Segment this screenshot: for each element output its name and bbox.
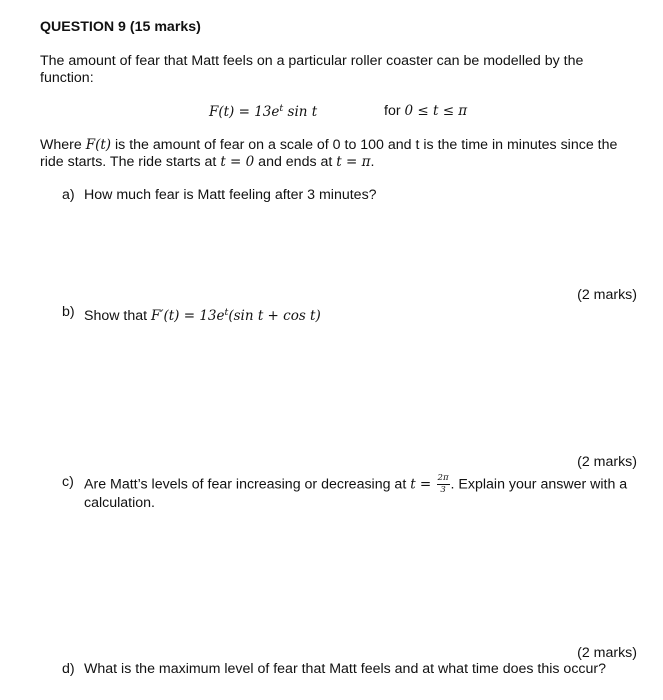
part-b-label: b) [62, 304, 75, 320]
part-c-fraction: $\frac{2\pi}{3}$ [437, 473, 449, 495]
part-b-intro: Show that [84, 308, 152, 324]
part-c-text2: . Explain your answer with a [450, 476, 628, 493]
intro-line-2: function: [40, 70, 94, 86]
part-d-label: d) [62, 661, 75, 677]
where-2b: and ends at [254, 154, 337, 170]
where-math-start: t = 0 [220, 154, 255, 170]
formula-domain [384, 103, 467, 120]
question-heading: QUESTION 9 (15 marks) [40, 19, 201, 35]
part-c-label: c) [62, 474, 74, 490]
where-line-1 [40, 137, 617, 154]
where-math-F: F(t) [85, 137, 112, 153]
domain-word: for [384, 103, 405, 119]
where-b: is the amount of fear on a scale of 0 to 100 and t is the time in minutes since the [111, 137, 618, 153]
part-b-text [84, 304, 321, 325]
where-a: Where [40, 137, 86, 153]
where-2a: ride starts. The ride starts at [40, 154, 221, 170]
part-d-text: What is the maximum level of fear that Matt feels and at what time does this occur? [84, 661, 607, 677]
where-math-end: t = π [336, 154, 371, 170]
formula-rhs: sin t [283, 104, 318, 120]
part-a-text: How much fear is Matt feeling after 3 minutes? [84, 187, 377, 203]
part-c-text1: Are Matt’s levels of fear increasing or decreasing at [84, 476, 411, 493]
where-line-2 [40, 154, 374, 171]
domain-math: 0 ≤ t ≤ π [404, 103, 468, 119]
part-c-line-2: calculation. [84, 495, 155, 511]
part-a-label: a) [62, 187, 75, 203]
formula [209, 103, 317, 120]
part-c-math: t = [410, 476, 436, 493]
formula-lhs: F(t) = 13e [209, 104, 280, 120]
part-b-math: $F'(t) = 13e^t(\sin$ t + cos t) [151, 307, 321, 324]
formula-exponent: t [279, 103, 284, 114]
part-c-line-1 [84, 474, 627, 495]
part-c-marks: (2 marks) [577, 645, 637, 661]
part-a-marks: (2 marks) [577, 287, 637, 303]
where-2c: . [370, 154, 375, 170]
intro-line-1: The amount of fear that Matt feels on a particular roller coaster can be modelled by the [40, 53, 584, 69]
part-b-marks: (2 marks) [577, 454, 637, 470]
